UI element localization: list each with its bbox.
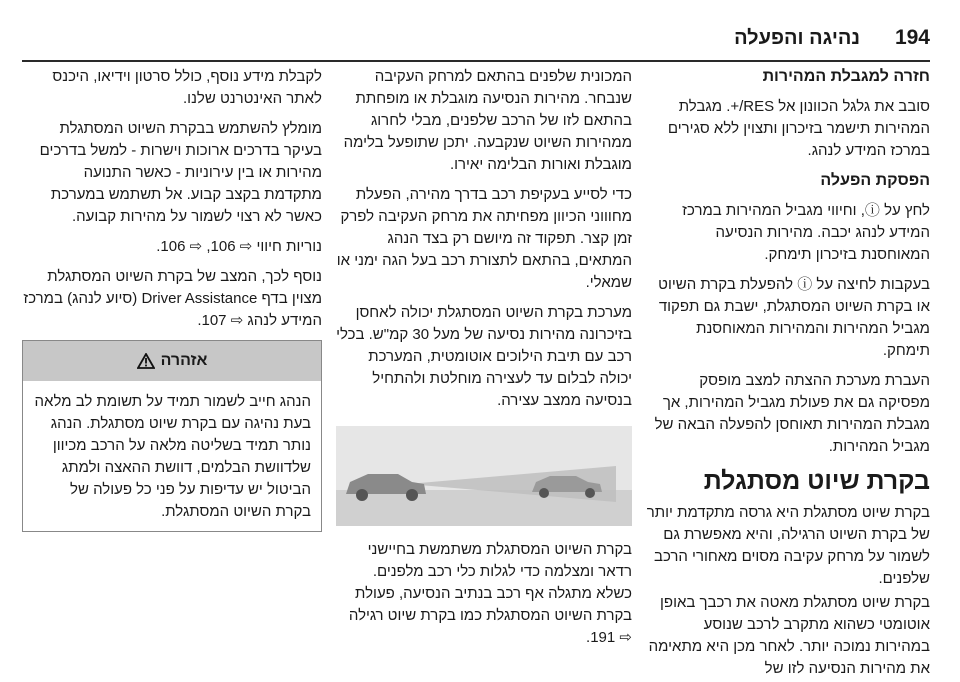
section-heading-resume-limit: חזרה למגבלת המהירות	[762, 68, 930, 85]
paragraph: העברת מערכת ההצתה למצב מופסק מפסיקה גם את פעולת מגביל המהירות, אך מגבלת המהירות תאוחסן להפעלה הבאה של מגביל המהירות.	[654, 372, 930, 455]
paragraph: בעקבות לחיצה על ⓘ להפעלת בקרת השיוט או בקרת השיוט המסתגלת, ישבת גם תפקוד מגביל המהירות והמהירות המאוחסנת תימחק.	[658, 276, 930, 359]
page-number: 194	[894, 26, 930, 49]
radar-illustration	[336, 426, 632, 526]
paragraph: נוסף לכך, המצב של בקרת השיוט המסתגלת מצוין בדף Driver Assistance (סיוע לנהג) במרכז המידע לנהג ⇨ 107.	[23, 268, 322, 329]
column-middle	[336, 66, 632, 657]
paragraph: סובב את גלגל הכוונון אל RES/+. מגבלת המהירות תישמר בזיכרון ותצוין ללא סגירים במרכז המידע לנהג.	[667, 98, 930, 159]
warning-triangle-icon	[137, 353, 155, 369]
paragraph: לקבלת מידע נוסף, כולל סרטון וידיאו, היכנס לאתר האינטרנט שלנו.	[52, 68, 322, 107]
paragraph: בקרת שיוט מסתגלת היא גרסה מתקדמת יותר של בקרת השיוט הרגילה, והיא מאפשרת גם לשמור על מרחק עקיבה מסוים מאחורי הרכב שלפנים.	[646, 504, 930, 587]
paragraph: כדי לסייע בעקיפת רכב בדרך מהירה, הפעלת מחוווני הכיוון מפחיתה את מרחק העקיבה לפרק זמן קצר. תפקוד זה מיושם רק בצד הנהג המתאים, בהתאם לתצורת רכב בעל הגה ימני או שמאלי.	[336, 186, 632, 291]
paragraph: המכונית שלפנים בהתאם למרחק העקיבה שנבחר. מהירות הנסיעה מוגבלת או מופחתת בהתאם לזו של הרכב שלפנים, מבלי לחרוג ממהירות השיוט שנקבעה. יתכן שתופעל בלימה מוגבלת ואורות הבלימה יאירו.	[343, 68, 632, 173]
warning-title: אזהרה	[160, 352, 208, 369]
page-header	[22, 20, 930, 62]
paragraph: בקרת השיוט המסתגלת משתמשת בחיישני רדאר ומצלמה כדי לגלות כלי רכב מלפנים. כשלא מתגלה אף רכב בנתיב הנסיעה, פעולת בקרת השיוט המסתגלת כמו בקרת שיוט רגילה ⇨ 191.	[348, 541, 632, 646]
paragraph: לחץ על ⓘ, וחיווי מגביל המהירות במרכז המידע לנהג יכבה. מהירות הנסיעה המאוחסנת בזיכרון תימחק.	[682, 202, 930, 263]
paragraph: בקרת שיוט מסתגלת מאטה את רכבך באופן אוטומטי כשהוא מתקרב לרכב שנוסע במהירות נמוכה יותר. לאחר מכן היא מתאימה את מהירות הנסיעה לזו של	[648, 594, 930, 677]
paragraph: מערכת בקרת השיוט המסתגלת יכולה לאחסן בזיכרונה מהירות נסיעה של מעל 30 קמ"ש. בכלי רכב עם תיבת הילוכים אוטומטית, המערכת יכולה לבלום עד לעצירה מוחלטת ולהתחיל בנסיעה ממצב עצירה.	[336, 304, 632, 409]
paragraph: נוריות חיווי ⇨ 106, ⇨ 106.	[156, 238, 322, 255]
section-heading-deactivation: הפסקת הפעלה	[820, 172, 930, 189]
column-left	[22, 66, 322, 532]
column-right	[646, 66, 930, 682]
section-heading-adaptive-cruise: בקרת שיוט מסתגלת	[703, 467, 930, 495]
warning-box	[22, 340, 322, 532]
warning-header	[23, 341, 321, 381]
running-title: נהיגה והפעלה	[734, 27, 860, 49]
warning-text: הנהג חייב לשמור תמיד על תשומת לב מלאה בעת נהיגה עם בקרת שיוט מסתגלת. הנהג נותר תמיד בשליטה מלאה על הרכב מכיוון שלדוושת הבלמים, דוושת ההאצה ולמתג הביטול יש עדיפות על פני כל פעולה של בקרת השיוט המסתגלת.	[34, 393, 311, 520]
paragraph: מומלץ להשתמש בבקרת השיוט המסתגלת בעיקר בדרכים ארוכות וישרות - למשל בדרכים מהירות או בין עירוניות - כאשר התנועה מתקדמת בקצב קבוע. אל תשתמש במערכת כאשר לא רצוי לשמור על מהירות קבועה.	[39, 120, 322, 225]
